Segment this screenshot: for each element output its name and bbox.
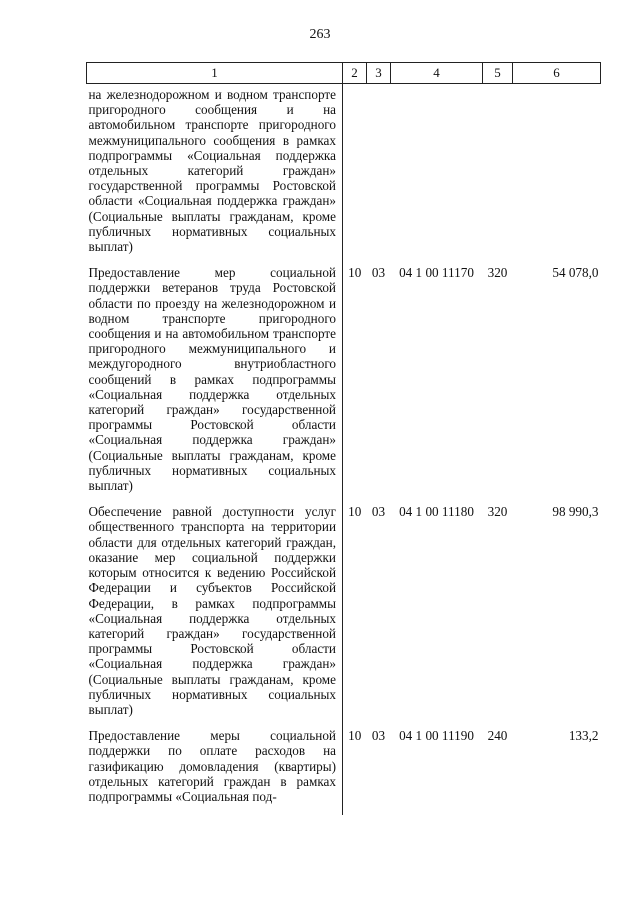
row-target-article xyxy=(391,84,483,266)
row-amount: 54 078,0 xyxy=(552,265,599,281)
column-header: 1 xyxy=(87,63,343,84)
row-description: Обеспечение равной доступности услуг общественного транспорта на территории области для отдельных категорий граждан, оказание мер социальной поддержки которым относится к ведению Российской Федерации и субъектов Российской Федерации, в рамках подпрограммы «Социальная поддержка отдельных категорий граждан» государственной программы Ростовской области «Социальная поддержка граждан» (Социальные выплаты гражданам, кроме публичных нормативных социальных выплат) xyxy=(87,504,343,728)
row-expense-type: 320 xyxy=(487,265,508,281)
row-target-article: 04 1 00 11170 xyxy=(399,265,474,281)
row-amount: 133,2 xyxy=(568,728,599,744)
column-header: 2 xyxy=(343,63,367,84)
row-expense-type: 240 xyxy=(487,728,508,744)
row-amount xyxy=(513,84,601,266)
table-row xyxy=(87,84,601,266)
row-expense-type xyxy=(483,84,513,266)
row-target-article: 04 1 00 11180 xyxy=(399,504,474,520)
column-header: 4 xyxy=(391,63,483,84)
row-section: 10 xyxy=(348,265,362,281)
row-section xyxy=(343,84,367,266)
table-header-row xyxy=(87,63,601,84)
column-header: 6 xyxy=(513,63,601,84)
budget-table xyxy=(86,62,601,815)
column-header: 5 xyxy=(483,63,513,84)
row-target-article: 04 1 00 11190 xyxy=(399,728,474,744)
table-row xyxy=(87,265,601,504)
row-section: 10 xyxy=(348,728,362,744)
row-subsection: 03 xyxy=(371,504,386,520)
row-section: 10 xyxy=(348,504,362,520)
row-description: Предоставление меры социальной поддержки по оплате расходов на газификацию домовладения (квартиры) отдельных категорий граждан в рамках подпрограммы «Социальная под- xyxy=(87,728,343,815)
row-subsection: 03 xyxy=(371,728,386,744)
row-subsection xyxy=(367,84,391,266)
row-description: Предоставление мер социальной поддержки ветеранов труда Ростовской области по проезду на железнодорожном и водном транспорте пригородного сообщения и на автомобильном транспорте пригородного межмуниципального и междугородного внутриобластного сообщений в рамках подпрограммы «Социальная поддержка отдельных категорий граждан» государственной программы Ростовской области «Социальная поддержка граждан» (Социальные выплаты гражданам, кроме публичных нормативных социальных выплат) xyxy=(87,265,343,504)
row-subsection: 03 xyxy=(371,265,386,281)
row-description: на железнодорожном и водном транспорте пригородного сообщения и на автомобильном транспорте пригородного межмуниципального сообщения в рамках подпрограммы «Социальная поддержка отдельных категорий граждан» государственной программы Ростовской области «Социальная поддержка граждан» (Социальные выплаты гражданам, кроме публичных нормативных социальных выплат) xyxy=(87,84,343,266)
table-row xyxy=(87,728,601,815)
row-expense-type: 320 xyxy=(487,504,508,520)
page-number: 263 xyxy=(309,27,331,42)
column-header: 3 xyxy=(367,63,391,84)
table-row xyxy=(87,504,601,728)
row-amount: 98 990,3 xyxy=(552,504,599,520)
